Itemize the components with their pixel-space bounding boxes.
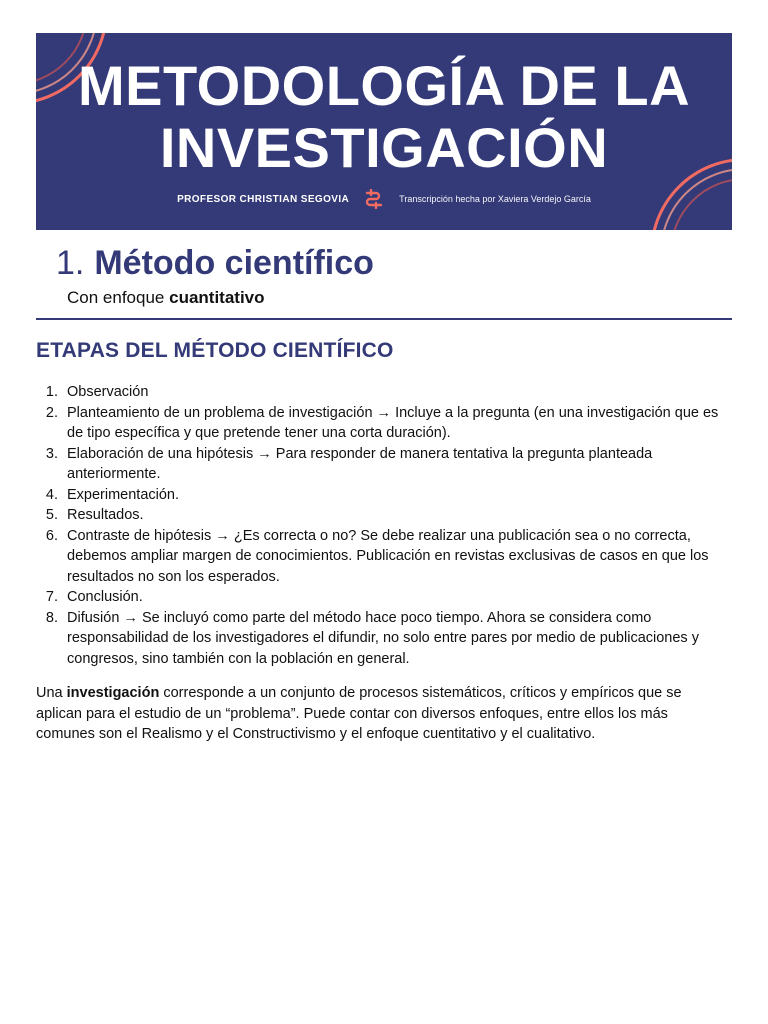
list-item — [36, 403, 726, 444]
subtitle-prefix: Con enfoque — [67, 288, 165, 307]
list-item — [36, 608, 726, 670]
list-item — [36, 587, 726, 608]
list-item-text: Conclusión. — [67, 589, 143, 605]
banner-meta — [36, 189, 732, 209]
title-line-1: METODOLOGÍA DE LA — [77, 54, 691, 117]
list-item — [36, 505, 726, 526]
list-item-text: Elaboración de una hipótesis → Para responder de manera tentativa la pregunta planteada anteriormente. — [67, 445, 653, 482]
list-item-number: 8. — [45, 609, 58, 626]
list-item-text: Planteamiento de un problema de investigación → Incluye a la pregunta (en una investigación que es de tipo específica y que pretende tener una corta duración). — [67, 404, 719, 441]
section-subtitle — [67, 288, 265, 308]
list-item — [36, 382, 726, 403]
list-item-number: 1. — [45, 384, 58, 400]
brand-logo-icon — [363, 189, 385, 209]
list-item-number: 3. — [45, 445, 58, 462]
paragraph-prefix: Una — [36, 685, 63, 701]
etapas-heading: ETAPAS DEL MÉTODO CIENTÍFICO — [36, 339, 394, 362]
list-item-text: Observación — [67, 384, 149, 400]
section-number: 1. — [56, 244, 85, 282]
list-item-text: Resultados. — [67, 507, 144, 523]
section-heading — [56, 244, 374, 283]
body-paragraph — [36, 683, 728, 745]
paragraph-bold: investigación — [66, 685, 160, 701]
list-item-text: Difusión → Se incluyó como parte del método hace poco tiempo. Ahora se considera como responsabilidad de los investigadores el difundir, no solo entre pares por medio de publicaciones y congresos, sino también con la población en general. — [67, 609, 699, 667]
list-item-number: 4. — [45, 486, 58, 503]
list-item-text: Contraste de hipótesis → ¿Es correcta o no? Se debe realizar una publicación sea o no correcta, debemos ampliar margen de conocimientos. Publicación en revistas exclusivas de casos en que los resultados no son los esperados. — [67, 527, 709, 585]
list-item — [36, 485, 726, 506]
list-item-number: 2. — [45, 404, 58, 421]
list-item-number: 5. — [45, 507, 58, 523]
list-item — [36, 444, 726, 485]
subtitle-bold: cuantitativo — [169, 288, 265, 307]
title-line-2: INVESTIGACIÓN — [159, 116, 609, 179]
etapas-list — [36, 382, 726, 669]
professor-name: PROFESOR CHRISTIAN SEGOVIA — [177, 193, 350, 205]
divider — [36, 318, 732, 320]
transcription-credit: Transcripción hecha por Xaviera Verdejo García — [399, 194, 591, 204]
header-banner — [36, 33, 732, 230]
document-title — [36, 55, 732, 179]
section-title: Método científico — [94, 244, 374, 282]
list-item-number: 7. — [45, 589, 58, 605]
paragraph-rest: corresponde a un conjunto de procesos sistemáticos, críticos y empíricos que se aplican para el estudio de un “problema”. Puede contar con diversos enfoques, entre ellos los más comunes son el Realismo y el Constructivismo y el enfoque cuentitativo y el cualitativo. — [36, 685, 682, 742]
list-item — [36, 526, 726, 588]
list-item-text: Experimentación. — [67, 486, 180, 503]
list-item-number: 6. — [45, 527, 58, 544]
